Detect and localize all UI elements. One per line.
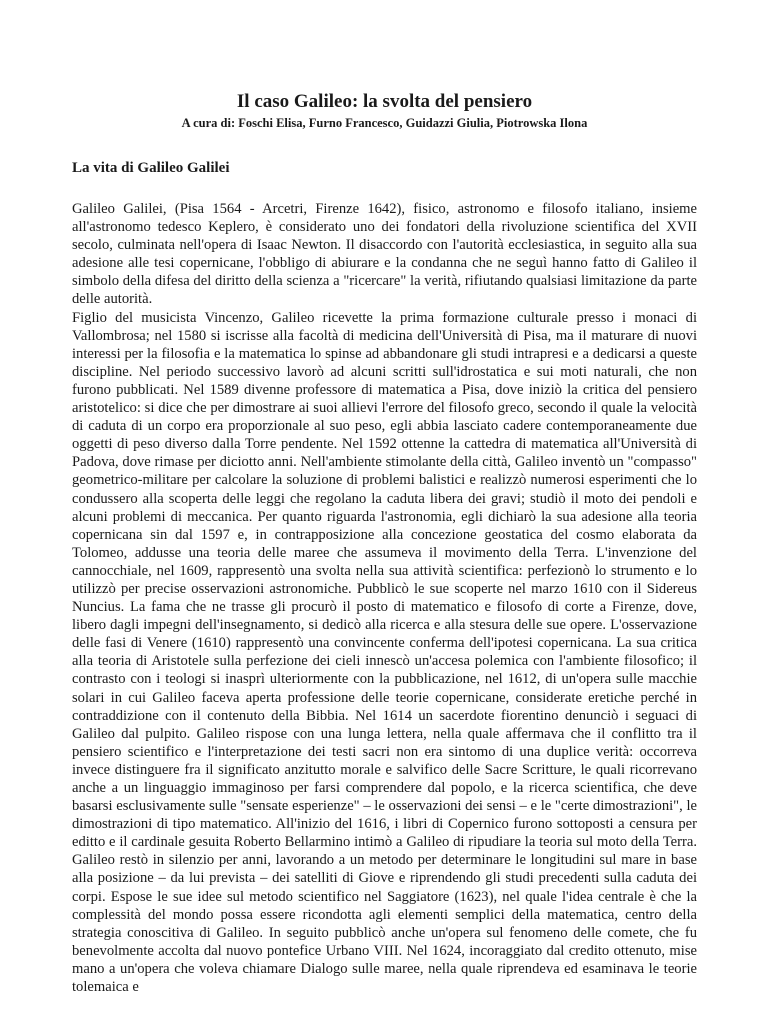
paragraph: Figlio del musicista Vincenzo, Galileo ricevette la prima formazione culturale presso i monaci di Vallombrosa; nel 1580 si iscrisse alla facoltà di medicina dell'Università di Pisa, ma il maturare di nuovi interessi per la filosofia e la matematica lo spinse ad abbandonare gli studi intrapresi e a dedicarsi a queste discipline. Nel periodo successivo lavorò ad alcuni scritti sull'idrostatica e sui moti naturali, che non furono pubblicati. Nel 1589 divenne professore di matematica a Pisa, dove iniziò la critica del pensiero aristotelico: si dice che per dimostrare ai suoi allievi l'errore del filosofo greco, secondo il quale la velocità di caduta di un corpo era proporzionale al suo peso, egli abbia lasciato cadere contemporaneamente due oggetti di peso diverso dalla Torre pendente. Nel 1592 ottenne la cattedra di matematica all'Università di Padova, dove rimase per diciotto anni. Nell'ambiente stimolante della città, Galileo inventò un "compasso" geometrico-militare per calcolare la soluzione di problemi balistici e realizzò numerosi esperimenti che lo condussero alla scoperta delle leggi che regolano la caduta libera dei gravi; studiò il moto dei pendoli e alcuni problemi di meccanica. Per quanto riguarda l'astronomia, egli dichiarò la sua adesione alla teoria copernicana sin dal 1597 e, in contrapposizione alla concezione geostatica del cosmo elaborata da Tolomeo, addusse una teoria delle maree che assumeva il movimento della Terra. L'invenzione del cannocchiale, nel 1609, rappresentò una svolta nella sua attività scientifica: perfezionò lo strumento e lo utilizzò per precise osservazioni astronomiche. Pubblicò le sue scoperte nel marzo 1610 con il Sidereus Nuncius. La fama che ne trasse gli procurò il posto di matematico e filosofo di corte a Firenze, dove, libero dagli impegni dell'insegnamento, si dedicò alla ricerca e alla stesura delle sue opere. L'osservazione delle fasi di Venere (1610) rappresentò una convincente conferma dell'ipotesi copernicana. La sua critica alla teoria di Aristotele sulla perfezione dei cieli innescò un'accesa polemica con l'ambiente filosofico; il contrasto con i teologi si inasprì ulteriormente con la pubblicazione, nel 1612, di un'opera sulle macchie solari in cui Galileo faceva aperta professione delle teorie copernicane, considerate eretiche perché in contraddizione con il contenuto della Bibbia. Nel 1614 un sacerdote fiorentino denunciò i seguaci di Galileo dal pulpito. Galileo rispose con una lunga lettera, nella quale affermava che il conflitto tra il pensiero scientifico e l'interpretazione dei testi sacri non era sintomo di una duplice verità: occorreva invece distinguere fra il significato anzitutto morale e salvifico delle Sacre Scritture, le quali ricorrevano anche a un linguaggio immaginoso per farsi comprendere dal popolo, e la ricerca scientifica, che deve basarsi esclusivamente sulle "sensate esperienze" – le osservazioni dei sensi – e le "certe dimostrazioni", le dimostrazioni di tipo matematico. All'inizio del 1616, i libri di Copernico furono sottoposti a censura per editto e il cardinale gesuita Roberto Bellarmino intimò a Galileo di ripudiare la teoria sul moto della Terra. Galileo restò in silenzio per anni, lavorando a un metodo per determinare le longitudini sul mare in base alla posizione – da lui prevista – dei satelliti di Giove e riprendendo gli studi precedenti sulla caduta dei corpi. Espose le sue idee sul metodo scientifico nel Saggiatore (1623), nel quale l'idea centrale è che la complessità del mondo possa essere ricondotta agli elementi semplici della matematica, centro della strategia conoscitiva di Galileo. In seguito pubblicò anche un'opera sul fenomeno delle comete, che fu benevolmente accolta dal nuovo pontefice Urbano VIII. Nel 1624, incoraggiato dal credito ottenuto, mise mano a un'opera che voleva chiamare Dialogo sulle maree, nella quale riprendeva ed esaminava le teorie tolemaica e bbox=[72, 309, 697, 996]
section-heading: La vita di Galileo Galilei bbox=[72, 160, 230, 176]
paragraph: Galileo Galilei, (Pisa 1564 - Arcetri, Firenze 1642), fisico, astronomo e filosofo italiano, insieme all'astronomo tedesco Keplero, è considerato uno dei fondatori della rivoluzione scientifica del XVII secolo, culminata nell'opera di Isaac Newton. Il disaccordo con l'autorità ecclesiastica, in seguito alla sua adesione alle tesi copernicane, l'obbligo di abiurare e la condanna che ne seguì hanno fatto di Galileo il simbolo della difesa del diritto della scienza a "ricercare" la verità, rifiutando qualsiasi limitazione da parte delle autorità. bbox=[72, 201, 697, 308]
document-authors: A cura di: Foschi Elisa, Furno Francesco, Guidazzi Giulia, Piotrowska Ilona bbox=[181, 116, 588, 130]
document-body bbox=[72, 200, 697, 996]
document-title: Il caso Galileo: la svolta del pensiero bbox=[236, 91, 533, 112]
